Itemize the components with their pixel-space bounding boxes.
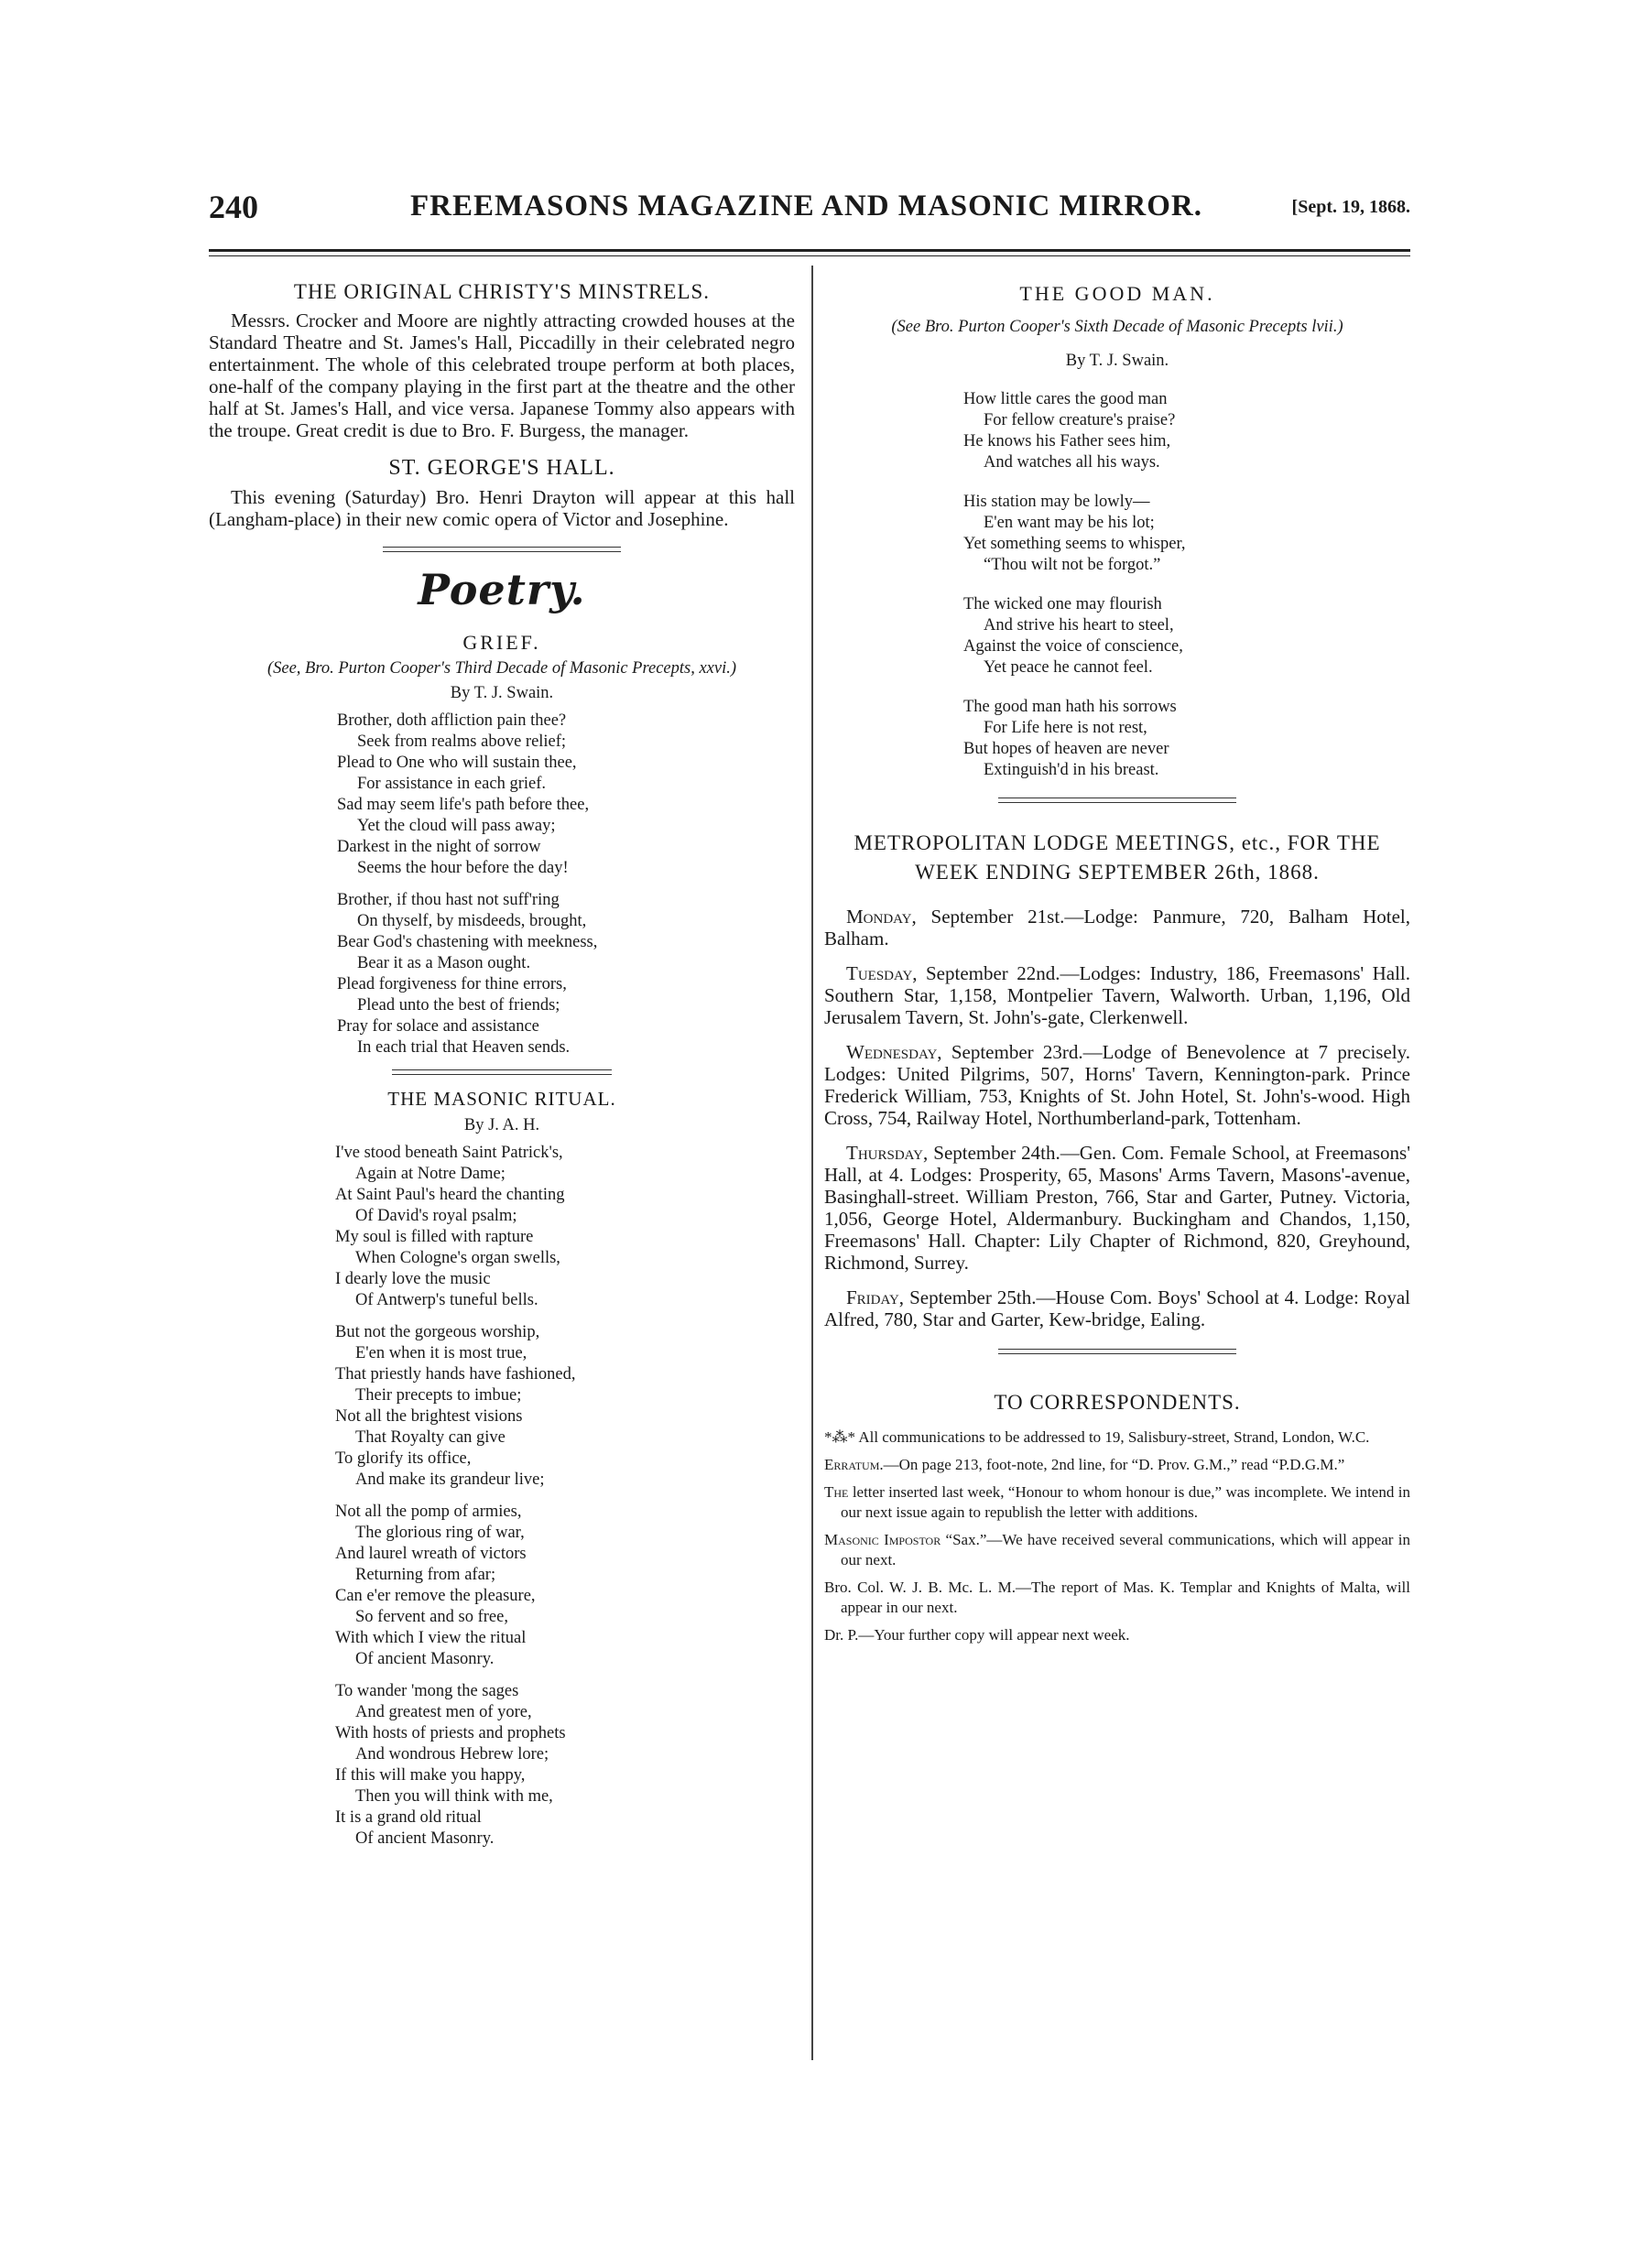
note-lead: Erratum.: [824, 1456, 884, 1473]
section-rule: [998, 798, 1236, 803]
poem-line: Against the voice of conscience,: [963, 637, 1183, 656]
meeting-text: September 23rd.—Lodge of Benevolence at 7 precisely. Lodges: United Pilgrims, 507, Horns' Tavern, Kennington-park. Prince Frederick William, 753, Knights of St. John Hotel, St. John's-wood. High Cross, 754, Railway Hotel, Northumberland-park, Tottenham.: [824, 1041, 1411, 1129]
poem-line: For Life here is not rest,: [984, 719, 1147, 737]
poem-line: Pray for solace and assistance: [337, 1017, 539, 1036]
poem-line: Plead forgiveness for thine errors,: [337, 975, 567, 993]
note-text: letter inserted last week, “Honour to whom honour is due,” was incomplete. We intend in our next issue again to republish the letter with additions.: [841, 1483, 1410, 1521]
good-man-note: (See Bro. Purton Cooper's Sixth Decade of Masonic Precepts lvii.): [891, 318, 1343, 336]
grief-poem: [337, 711, 795, 1058]
grief-note: (See, Bro. Purton Cooper's Third Decade of Masonic Precepts, xxvi.): [266, 659, 737, 678]
meetings-title: METROPOLITAN LODGE MEETINGS, etc., FOR THE WEEK ENDING SEPTEMBER 26th, 1868.: [854, 831, 1381, 884]
poem-line: With which I view the ritual: [335, 1629, 527, 1647]
poem-line: But not the gorgeous worship,: [335, 1323, 540, 1341]
meeting-day: Wednesday,: [846, 1041, 942, 1063]
ritual-title: THE MASONIC RITUAL.: [387, 1088, 616, 1110]
poem-line: Not all the pomp of armies,: [335, 1503, 522, 1521]
ritual-stanza: [335, 1681, 795, 1850]
page-header: [209, 188, 1410, 233]
poem-line: At Saint Paul's heard the chanting: [335, 1186, 565, 1204]
poem-line: And wondrous Hebrew lore;: [355, 1745, 549, 1763]
poem-line: And strive his heart to steel,: [984, 616, 1174, 635]
good-man-poem: [963, 389, 1410, 781]
poem-line: Of ancient Masonry.: [355, 1650, 495, 1668]
poem-line: On thyself, by misdeeds, brought,: [357, 912, 587, 930]
poem-line: E'en want may be his lot;: [984, 514, 1155, 532]
poem-line: If this will make you happy,: [335, 1766, 526, 1785]
note-lead: Masonic Impostor: [824, 1531, 941, 1548]
poem-line: Of Antwerp's tuneful bells.: [355, 1291, 538, 1309]
poem-line: Seek from realms above relief;: [357, 732, 567, 751]
note-text: —On page 213, foot-note, 2nd line, for “D. Prov. G.M.,” read “P.D.G.M.”: [883, 1456, 1345, 1473]
meeting-text: September 25th.—House Com. Boys' School at 4. Lodge: Royal Alfred, 780, Star and Garter, Kew-bridge, Ealing.: [824, 1286, 1410, 1330]
section-rule: [998, 1349, 1236, 1354]
poem-line: I dearly love the music: [335, 1270, 491, 1288]
poem-line: My soul is filled with rapture: [335, 1228, 534, 1246]
poem-line: I've stood beneath Saint Patrick's,: [335, 1144, 563, 1162]
meeting-day: Monday,: [846, 906, 917, 928]
st-georges-body: This evening (Saturday) Bro. Henri Drayton will appear at this hall (Langham-place) in their new comic opera of Victor and Josephine.: [209, 486, 795, 530]
poem-line: Yet something seems to whisper,: [963, 535, 1186, 553]
note-text: —Your further copy will appear next week.: [858, 1626, 1130, 1644]
poetry-heading: Poetry.: [418, 565, 586, 614]
poem-line: To wander 'mong the sages: [335, 1682, 519, 1700]
good-man-title: THE GOOD MAN.: [1019, 282, 1215, 305]
header-rule: [209, 249, 1410, 252]
note-lead: Dr. P.: [824, 1626, 859, 1644]
correspondent-note: [824, 1455, 1410, 1475]
poem-line: Seems the hour before the day!: [357, 859, 569, 877]
poem-line: How little cares the good man: [963, 390, 1168, 408]
poem-line: In each trial that Heaven sends.: [357, 1038, 571, 1057]
note-text: “Sax.”—We have received several communications, which will appear in our next.: [841, 1531, 1411, 1568]
meeting-text: September 22nd.—Lodges: Industry, 186, Freemasons' Hall. Southern Star, 1,158, Montpelier Tavern, Walworth. Urban, 1,196, Old Jerusalem Tavern, St. John's-gate, Clerkenwell.: [824, 962, 1411, 1028]
meeting-entry: [824, 1286, 1410, 1330]
meetings-list: [824, 906, 1410, 1330]
poem-line: Of David's royal psalm;: [355, 1207, 517, 1225]
poem-line: Yet peace he cannot feel.: [984, 658, 1153, 677]
issue-date: [Sept. 19, 1868.: [1291, 197, 1410, 217]
poem-line: His station may be lowly—: [963, 493, 1150, 511]
poem-line: When Cologne's organ swells,: [355, 1249, 560, 1267]
poem-line: And laurel wreath of victors: [335, 1545, 527, 1563]
good-man-stanza: [963, 492, 1410, 576]
correspondent-note: [824, 1578, 1410, 1618]
poem-line: E'en when it is most true,: [355, 1344, 527, 1362]
poem-line: So fervent and so free,: [355, 1608, 508, 1626]
meeting-text: September 24th.—Gen. Com. Female School, at Freemasons' Hall, at 4. Lodges: Prosperity, 65, Masons' Arms Tavern, Masons'-avenue, Basinghall-street. William Preston, 766, Star and Garter, Putney. Victoria, 1,056, George Hotel, Aldermanbury. Buckingham and Chandos, 1,150, Freemasons' Hall. Chapter: Lily Chapter of Richmond, 820, Greyhound, Richmond, Surrey.: [824, 1142, 1410, 1274]
st-georges-title: ST. GEORGE'S HALL.: [388, 456, 615, 480]
grief-byline: By T. J. Swain.: [450, 684, 554, 702]
note-lead: *⁂*: [824, 1428, 855, 1446]
ritual-byline: By J. A. H.: [463, 1116, 540, 1134]
ritual-stanza: [335, 1322, 795, 1491]
poem-line: Not all the brightest visions: [335, 1407, 523, 1426]
poem-line: Returning from afar;: [355, 1566, 496, 1584]
note-lead: The: [824, 1483, 849, 1501]
correspondents-title: TO CORRESPONDENTS.: [994, 1391, 1241, 1414]
meeting-entry: [824, 906, 1410, 950]
christys-body: Messrs. Crocker and Moore are nightly attracting crowded houses at the Standard Theatre and St. James's Hall, Piccadilly in their celebrated negro entertainment. The whole of this celebrated troupe perform at both places, one-half of the company playing in the first part at the theatre and the other half at St. James's Hall, and vice versa. Japanese Tommy also appears with the troupe. Great credit is due to Bro. F. Burgess, the manager.: [209, 309, 795, 441]
poem-line: Bear God's chastening with meekness,: [337, 933, 598, 951]
poem-line: To glorify its office,: [335, 1449, 472, 1468]
poem-line: Yet the cloud will pass away;: [357, 817, 556, 835]
correspondent-note: [824, 1530, 1410, 1570]
poem-line: Of ancient Masonry.: [355, 1829, 495, 1848]
meeting-day: Thursday,: [846, 1142, 929, 1164]
poem-line: Bear it as a Mason ought.: [357, 954, 531, 972]
poem-line: And watches all his ways.: [984, 453, 1160, 472]
poem-line: Brother, if thou hast not suff'ring: [337, 891, 560, 909]
good-man-stanza: [963, 594, 1410, 678]
poem-line: Extinguish'd in his breast.: [984, 761, 1159, 779]
grief-stanza: [337, 890, 795, 1058]
poem-line: Their precepts to imbue;: [355, 1386, 522, 1405]
poem-line: And greatest men of yore,: [355, 1703, 532, 1721]
note-text: All communications to be addressed to 19, Salisbury-street, Strand, London, W.C.: [858, 1428, 1370, 1446]
poem-line: Can e'er remove the pleasure,: [335, 1587, 536, 1605]
meeting-entry: [824, 1041, 1410, 1129]
meeting-entry: [824, 962, 1410, 1028]
correspondent-note: [824, 1625, 1410, 1645]
grief-stanza: [337, 711, 795, 879]
note-text: Col. W. J. B. Mc. L. M.—The report of Mas. K. Templar and Knights of Malta, will appear in our next.: [841, 1579, 1411, 1616]
poem-line: Darkest in the night of sorrow: [337, 838, 541, 856]
meeting-entry: [824, 1142, 1410, 1274]
poem-line: The good man hath his sorrows: [963, 698, 1177, 716]
poem-line: Plead unto the best of friends;: [357, 996, 560, 1015]
right-column: [824, 273, 1410, 1645]
meeting-day: Friday,: [846, 1286, 905, 1308]
header-rule-thin: [209, 255, 1410, 256]
poem-line: He knows his Father sees him,: [963, 432, 1171, 450]
masthead-title: FREEMASONS MAGAZINE AND MASONIC MIRROR.: [410, 190, 1202, 222]
poem-line: But hopes of heaven are never: [963, 740, 1169, 758]
poem-line: The wicked one may flourish: [963, 595, 1162, 613]
page-number: 240: [209, 189, 258, 225]
poem-line: It is a grand old ritual: [335, 1808, 482, 1827]
ritual-stanza: [335, 1502, 795, 1670]
section-rule: [383, 547, 621, 552]
meeting-day: Tuesday,: [846, 962, 918, 984]
section-rule: [392, 1069, 612, 1075]
poem-line: For assistance in each grief.: [357, 775, 546, 793]
poem-line: That priestly hands have fashioned,: [335, 1365, 576, 1384]
grief-title: GRIEF.: [462, 631, 541, 654]
meeting-text: September 21st.—Lodge: Panmure, 720, Balham Hotel, Balham.: [824, 906, 1410, 950]
correspondent-note: [824, 1482, 1410, 1523]
poem-line: Again at Notre Dame;: [355, 1165, 506, 1183]
poem-line: And make its grandeur live;: [355, 1470, 545, 1489]
christys-title: THE ORIGINAL CHRISTY'S MINSTRELS.: [293, 280, 711, 303]
good-man-byline: By T. J. Swain.: [1065, 352, 1169, 370]
correspondent-note: [824, 1427, 1410, 1448]
note-lead: Bro.: [824, 1579, 852, 1596]
good-man-stanza: [963, 697, 1410, 781]
ritual-poem: [335, 1143, 795, 1850]
poem-line: Plead to One who will sustain thee,: [337, 754, 577, 772]
column-divider: [811, 266, 813, 2060]
left-column: [209, 273, 795, 1861]
poem-line: Then you will think with me,: [355, 1787, 553, 1806]
poem-line: Sad may seem life's path before thee,: [337, 796, 590, 814]
poem-line: With hosts of priests and prophets: [335, 1724, 566, 1742]
poem-line: For fellow creature's praise?: [984, 411, 1176, 429]
ritual-stanza: [335, 1143, 795, 1311]
poem-line: “Thou wilt not be forgot.”: [984, 556, 1161, 574]
poem-line: That Royalty can give: [355, 1428, 506, 1447]
poem-line: The glorious ring of war,: [355, 1524, 525, 1542]
correspondents-list: [824, 1427, 1410, 1645]
good-man-stanza: [963, 389, 1410, 473]
poem-line: Brother, doth affliction pain thee?: [337, 711, 567, 730]
